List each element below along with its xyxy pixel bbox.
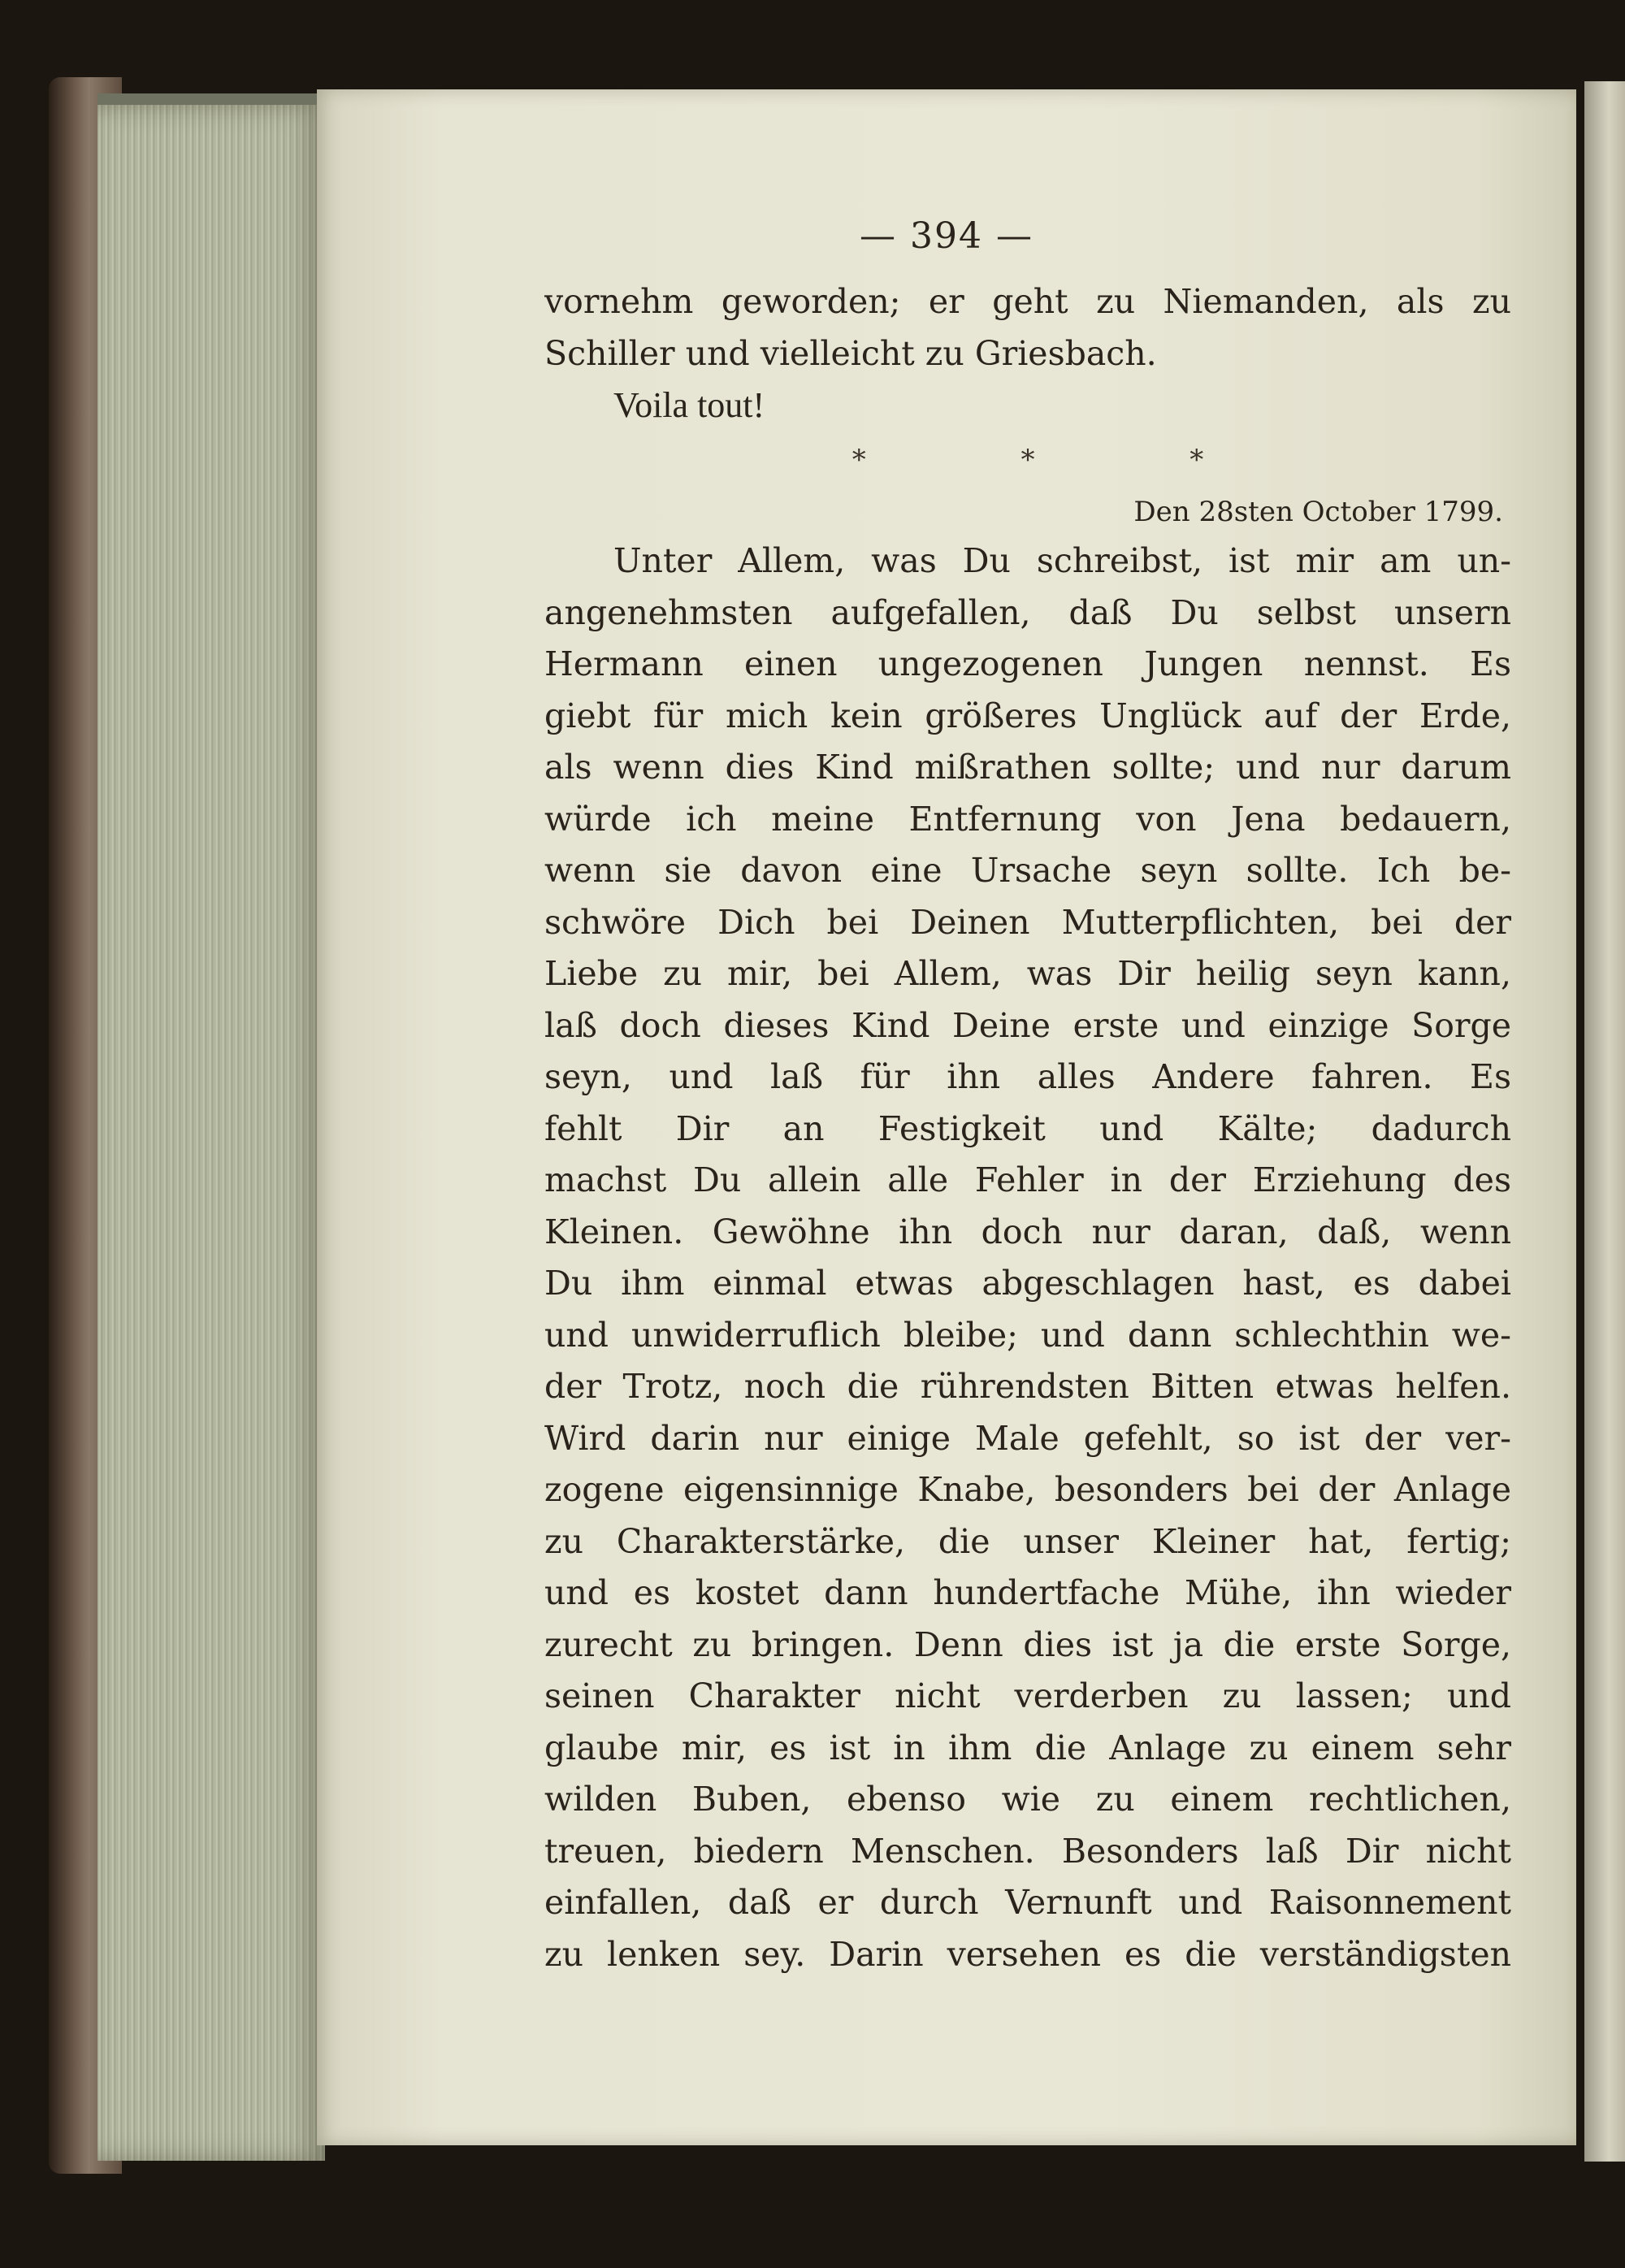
text-line: Liebe zu mir, bei Allem, was Dir heilig seyn kann, [544,954,1511,993]
text-line: der Trotz, noch die rührendsten Bitten etwas helfen. [544,1367,1511,1406]
text-line: zogene eigensinnige Knabe, besonders bei der Anlage [544,1470,1511,1509]
text-line: zu Charakterstärke, die unser Kleiner hat, fertig; [544,1521,1511,1561]
text-line: machst Du allein alle Fehler in der Erziehung des [544,1160,1511,1199]
text-line: einfallen, daß er durch Vernunft und Raisonnement [544,1883,1511,1922]
page-number: — 394 — [860,215,1034,257]
text-line: Hermann einen ungezogenen Jungen nennst. Es [544,644,1511,683]
text-line: treuen, biedern Menschen. Besonders laß Dir nicht [544,1831,1511,1871]
text-line: würde ich meine Entfernung von Jena bedauern, [544,799,1511,839]
text-line: Du ihm einmal etwas abgeschlagen hast, es dabei [544,1264,1511,1303]
text-line: schwöre Dich bei Deinen Mutterpflichten, bei der [544,902,1511,942]
text-line: Kleinen. Gewöhne ihn doch nur daran, daß, wenn [544,1212,1511,1251]
text-line: seinen Charakter nicht verderben zu lassen; und [544,1676,1511,1715]
text-line: als wenn dies Kind mißrathen sollte; und nur darum [544,748,1511,787]
text-line: fehlt Dir an Festigkeit und Kälte; dadurch [544,1108,1511,1148]
text-line: und es kostet dann hundertfache Mühe, ihn wieder [544,1573,1511,1612]
text-line: Unter Allem, was Du schreibst, ist mir am un- [613,541,1511,580]
letter-date: Den 28sten October 1799. [1133,496,1503,528]
text-line: glaube mir, es ist in ihm die Anlage zu einem sehr [544,1728,1511,1767]
text-line: wilden Buben, ebenso wie zu einem rechtlichen, [544,1780,1511,1819]
text-line: vornehm geworden; er geht zu Niemanden, als zu [544,282,1511,321]
text-line: giebt für mich kein größeres Unglück auf der Erde, [544,696,1511,735]
section-ornament: * * * [852,444,1277,476]
text-line: wenn sie davon eine Ursache seyn sollte. Ich be- [544,851,1511,890]
next-page-edge [1584,81,1625,2162]
closing-phrase: Voila tout! [613,385,765,425]
text-line: laß doch dieses Kind Deine erste und einzige Sorge [544,1005,1511,1045]
text-line: angenehmsten aufgefallen, daß Du selbst unsern [544,592,1511,632]
text-line: zu lenken sey. Darin versehen es die verständigsten [544,1934,1511,1974]
text-line: Wird darin nur einige Male gefehlt, so ist der ver- [544,1418,1511,1458]
text-line: Schiller und vielleicht zu Griesbach. [544,333,1157,373]
page-text [544,276,1511,1980]
text-line: zurecht zu bringen. Denn dies ist ja die erste Sorge, [544,1624,1511,1664]
page-edges [98,93,325,2161]
text-line: und unwiderruflich bleibe; und dann schlechthin we- [544,1315,1511,1355]
text-line: seyn, und laß für ihn alles Andere fahren. Es [544,1057,1511,1096]
book-page [317,89,1576,2145]
